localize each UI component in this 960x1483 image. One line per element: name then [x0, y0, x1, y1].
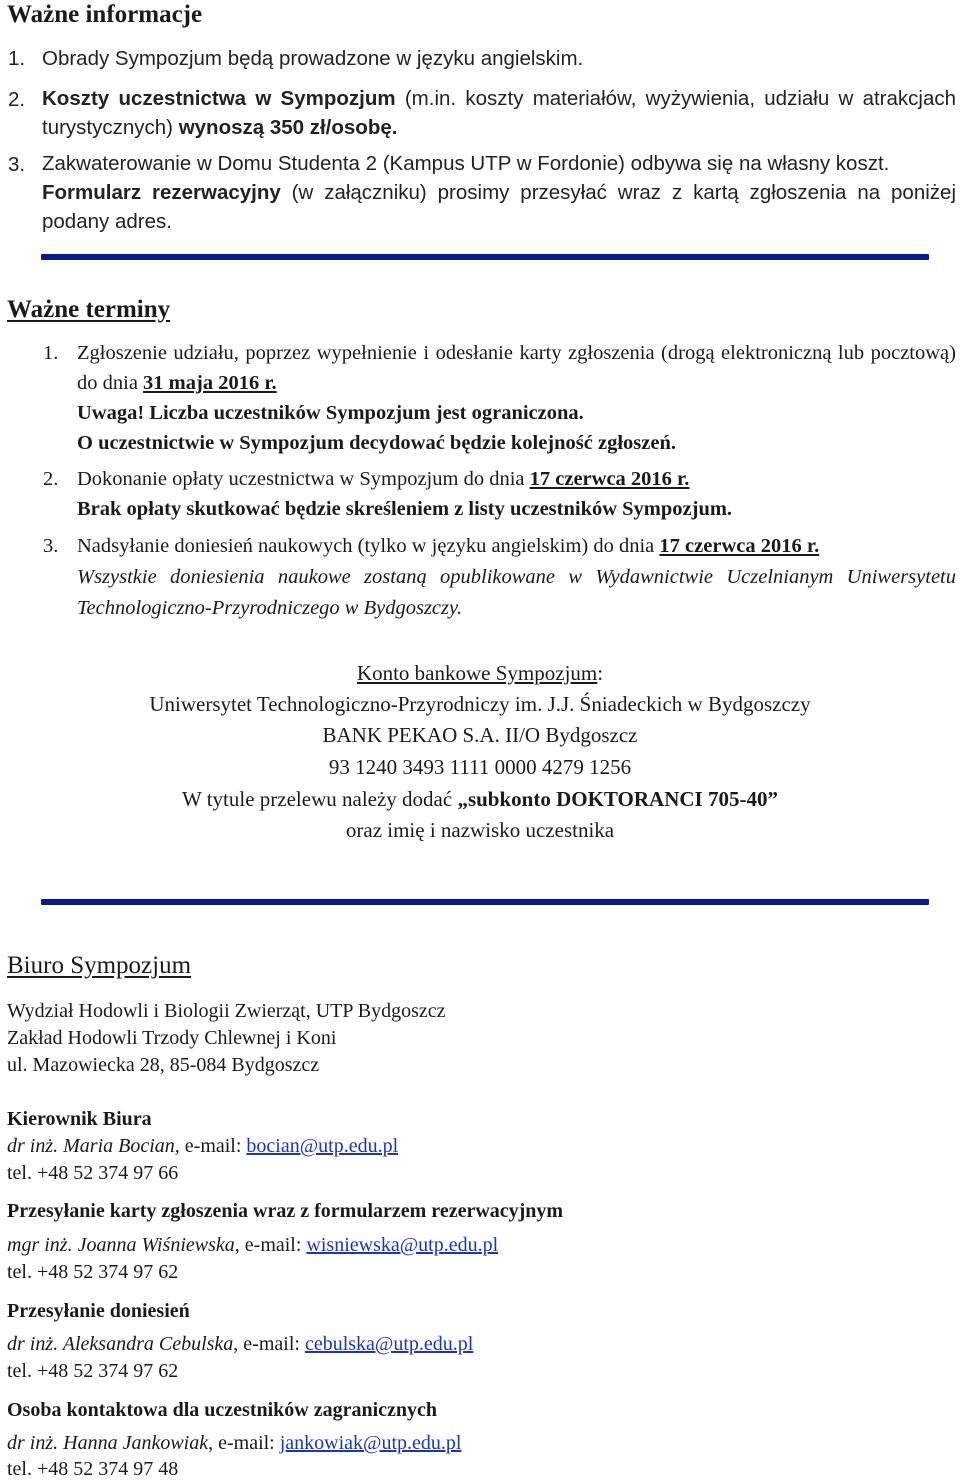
contact-person: dr inż. Maria Bocian, [7, 1135, 180, 1157]
office-address-line: ul. Mazowiecka 28, 85-084 Bydgoszcz [7, 1054, 320, 1076]
contact-phone: tel. +48 52 374 97 62 [7, 1261, 179, 1283]
contact-email-link[interactable]: wisniewska@utp.edu.pl [306, 1234, 499, 1256]
office-address-line: Wydział Hodowli i Biologii Zwierząt, UTP Bydgoszcz [7, 1000, 446, 1022]
section-divider [41, 899, 929, 905]
deadline-text [77, 464, 956, 524]
office-heading: Biuro Sympozjum [7, 952, 192, 979]
contact-person-line [7, 1331, 473, 1358]
deadline-item-2 [0, 464, 960, 526]
contact-person: dr inż. Aleksandra Cebulska [7, 1333, 234, 1355]
bank-account-number: 93 1240 3493 1111 0000 4279 1256 [328, 755, 632, 779]
deadline-text [77, 531, 956, 624]
contact-role: Kierownik Biura [7, 1108, 152, 1130]
bank-account-heading [0, 657, 960, 689]
info-item-text: Obrady Sympozjum będą prowadzone w języku angielskim. [42, 47, 584, 70]
subaccount-label: „subkonto DOKTORANCI 705-40” [457, 787, 778, 811]
contact-person-line [7, 1133, 398, 1160]
email-label: , e-mail: [234, 1234, 307, 1256]
contact-email-link[interactable]: jankowiak@utp.edu.pl [279, 1432, 462, 1454]
cost-details: (m.in. koszty materiałów, wyżywienia, udziału w atrakcjach turystycznych) [42, 87, 956, 139]
info-item-number: 2. [8, 88, 26, 111]
deadline-number: 3. [43, 535, 59, 557]
email-label: , e-mail: [233, 1333, 305, 1355]
reservation-form-label: Formularz rezerwacyjny [42, 181, 281, 204]
cost-amount: wynoszą 350 zł/osobę. [178, 116, 398, 139]
deadline-note: Uwaga! Liczba uczestników Sympozjum jest ograniczona. [77, 402, 584, 424]
deadline-note: O uczestnictwie w Sympozjum decydować będzie kolejność zgłoszeń. [77, 432, 676, 454]
info-item-number: 3. [8, 153, 26, 176]
deadline-date: 17 czerwca 2016 r. [529, 468, 690, 490]
contact-phone: tel. +48 52 374 97 48 [7, 1458, 179, 1480]
deadline-date: 17 czerwca 2016 r. [659, 535, 820, 557]
bank-name: BANK PEKAO S.A. II/O Bydgoszcz [322, 723, 638, 747]
contact-role: Osoba kontaktowa dla uczestników zagranicznych [7, 1399, 438, 1421]
publication-note: Wszystkie doniesienia naukowe zostaną opublikowane w Wydawnictwie Uczelnianym Uniwersytetu Technologiczno-Przyrodniczego w Bydgoszczy. [77, 566, 956, 619]
info-item-text [42, 149, 956, 236]
info-item-3 [0, 149, 960, 239]
contact-person: mgr inż. Joanna Wiśniewska [7, 1234, 235, 1256]
important-info-heading: Ważne informacje [7, 1, 203, 28]
deadline-description: Zgłoszenie udziału, poprzez wypełnienie i odesłanie karty zgłoszenia (drogą elektroniczną lub pocztową) do dnia [77, 342, 956, 394]
section-divider [41, 254, 929, 260]
bank-account-title: Konto bankowe Sympozjum [356, 661, 598, 685]
deadline-number: 2. [43, 468, 59, 490]
deadline-item-1 [0, 338, 960, 458]
transfer-name-instruction: oraz imię i nazwisko uczestnika [345, 818, 615, 842]
bank-recipient: Uniwersytet Technologiczno-Przyrodniczy im. J.J. Śniadeckich w Bydgoszczy [149, 692, 811, 716]
bank-account-colon: : [597, 661, 604, 685]
contact-role: Przesyłanie karty zgłoszenia wraz z formularzem rezerwacyjnym [7, 1200, 564, 1222]
info-item-2 [0, 84, 960, 146]
contact-person-line [7, 1232, 498, 1259]
cost-label: Koszty uczestnictwa w Sympozjum [42, 87, 396, 110]
deadline-text [77, 338, 956, 458]
email-label: e-mail: [179, 1135, 247, 1157]
deadline-note: Brak opłaty skutkować będzie skreśleniem z listy uczestników Sympozjum. [77, 498, 733, 520]
contact-phone: tel. +48 52 374 97 66 [7, 1162, 179, 1184]
contact-person: dr inż. Hanna Jankowiak [7, 1432, 209, 1454]
contact-person-line [7, 1430, 461, 1457]
deadline-date: 31 maja 2016 r. [143, 372, 277, 394]
transfer-instruction-text: W tytule przelewu należy dodać [182, 787, 458, 811]
info-item-1 [0, 43, 960, 74]
deadline-number: 1. [43, 342, 59, 364]
deadline-description: Nadsyłanie doniesień naukowych (tylko w języku angielskim) do dnia [77, 535, 660, 557]
contact-role: Przesyłanie doniesień [7, 1300, 190, 1322]
accommodation-text: Zakwaterowanie w Domu Studenta 2 (Kampus UTP w Fordonie) odbywa się na własny koszt. [42, 152, 890, 175]
info-item-number: 1. [8, 47, 26, 70]
deadline-item-3 [0, 531, 960, 626]
transfer-title-instruction [0, 783, 960, 815]
deadline-description: Dokonanie opłaty uczestnictwa w Sympozjum do dnia [77, 468, 530, 490]
contact-email-link[interactable]: cebulska@utp.edu.pl [304, 1333, 474, 1355]
contact-phone: tel. +48 52 374 97 62 [7, 1360, 179, 1382]
office-address-line: Zakład Hodowli Trzody Chlewnej i Koni [7, 1027, 337, 1049]
deadlines-heading: Ważne terminy [7, 296, 171, 323]
reservation-form-text: (w załączniku) prosimy przesyłać wraz z kartą zgłoszenia na poniżej podany adres. [42, 181, 956, 233]
email-label: , e-mail: [208, 1432, 280, 1454]
info-item-text [42, 84, 956, 142]
contact-email-link[interactable]: bocian@utp.edu.pl [246, 1135, 399, 1157]
